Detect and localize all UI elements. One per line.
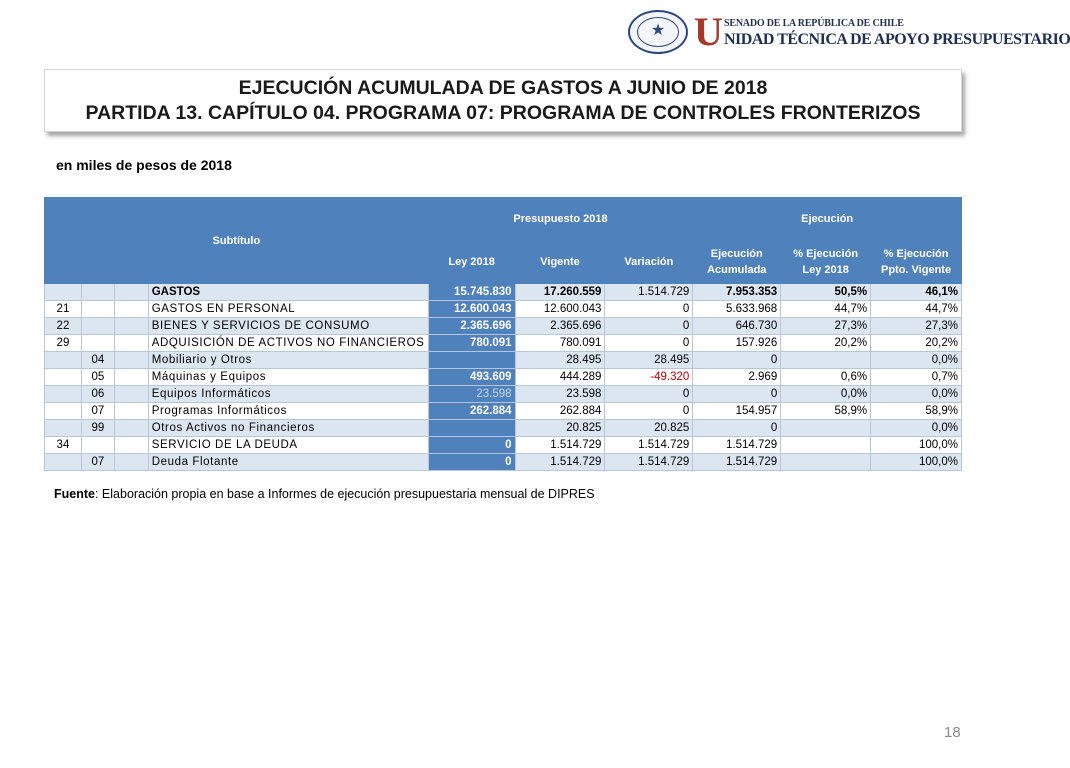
title-line-2: PARTIDA 13. CAPÍTULO 04. PROGRAMA 07: PROGRAMA DE CONTROLES FRONTERIZOS xyxy=(85,102,921,124)
table-row: 22 BIENES Y SERVICIOS DE CONSUMO 2.365.696 2.365.696 0 646.730 27,3% 27,3% xyxy=(45,318,962,335)
header-pct-vigente: % Ejecución Ppto. Vigente xyxy=(871,241,962,284)
logo-senate-text: SENADO DE LA REPÚBLICA DE CHILE xyxy=(724,18,904,29)
budget-table xyxy=(44,197,962,471)
table-row: 29 ADQUISICIÓN DE ACTIVOS NO FINANCIEROS 780.091 780.091 0 157.926 20,2% 20,2% xyxy=(45,335,962,352)
source-note xyxy=(54,487,595,501)
title-line-1: EJECUCIÓN ACUMULADA DE GASTOS A JUNIO DE 2018 xyxy=(238,77,768,99)
row-name: Otros Activos no Financieros xyxy=(148,420,428,437)
header-pct-ley: % Ejecución Ley 2018 xyxy=(781,241,871,284)
table-row: 06 Equipos Informáticos 23.598 23.598 0 0 0,0% 0,0% xyxy=(45,386,962,403)
row-name: GASTOS EN PERSONAL xyxy=(148,301,428,318)
row-name: Programas Informáticos xyxy=(148,403,428,420)
table-row: 99 Otros Activos no Financieros 20.825 20.825 0 0,0% xyxy=(45,420,962,437)
row-name: GASTOS xyxy=(148,284,428,301)
logo-initial: U xyxy=(694,9,723,54)
source-text: : Elaboración propia en base a Informes de ejecución presupuestaria mensual de DIPRES xyxy=(94,487,595,501)
row-name: Máquinas y Equipos xyxy=(148,369,428,386)
header-ejecucion: Ejecución xyxy=(693,198,962,241)
header-vigente: Vigente xyxy=(515,241,605,284)
source-label: Fuente xyxy=(54,487,95,501)
row-name: ADQUISICIÓN DE ACTIVOS NO FINANCIEROS xyxy=(148,335,428,352)
header-ley: Ley 2018 xyxy=(428,241,515,284)
header-presupuesto: Presupuesto 2018 xyxy=(428,198,693,241)
slide-title xyxy=(44,69,962,132)
units-note: en miles de pesos de 2018 xyxy=(56,157,232,173)
table-row: 05 Máquinas y Equipos 493.609 444.289 -49.320 2.969 0,6% 0,7% xyxy=(45,369,962,386)
senate-logo xyxy=(628,8,1070,56)
row-name: Deuda Flotante xyxy=(148,454,428,471)
table-row: 34 SERVICIO DE LA DEUDA 0 1.514.729 1.514.729 1.514.729 100,0% xyxy=(45,437,962,454)
logo-unit-text: NIDAD TÉCNICA DE APOYO PRESUPUESTARIO xyxy=(724,31,1070,48)
table-row: 07 Programas Informáticos 262.884 262.884 0 154.957 58,9% 58,9% xyxy=(45,403,962,420)
negative-variation: -49.320 xyxy=(605,369,693,386)
header-ejecucion-acumulada: Ejecución Acumulada xyxy=(693,241,781,284)
table-row: 07 Deuda Flotante 0 1.514.729 1.514.729 1.514.729 100,0% xyxy=(45,454,962,471)
header-variacion: Variación xyxy=(605,241,693,284)
table-row: GASTOS 15.745.830 17.260.559 1.514.729 7.953.353 50,5% 46,1% xyxy=(45,284,962,301)
header-subtitulo: Subtítulo xyxy=(45,198,429,284)
table-row: 21 GASTOS EN PERSONAL 12.600.043 12.600.043 0 5.633.968 44,7% 44,7% xyxy=(45,301,962,318)
row-name: BIENES Y SERVICIOS DE CONSUMO xyxy=(148,318,428,335)
senate-seal-icon: ★ xyxy=(628,10,688,54)
row-name: SERVICIO DE LA DEUDA xyxy=(148,437,428,454)
page-number: 18 xyxy=(944,724,961,741)
table-row: 04 Mobiliario y Otros 28.495 28.495 0 0,0% xyxy=(45,352,962,369)
row-name: Equipos Informáticos xyxy=(148,386,428,403)
row-name: Mobiliario y Otros xyxy=(148,352,428,369)
